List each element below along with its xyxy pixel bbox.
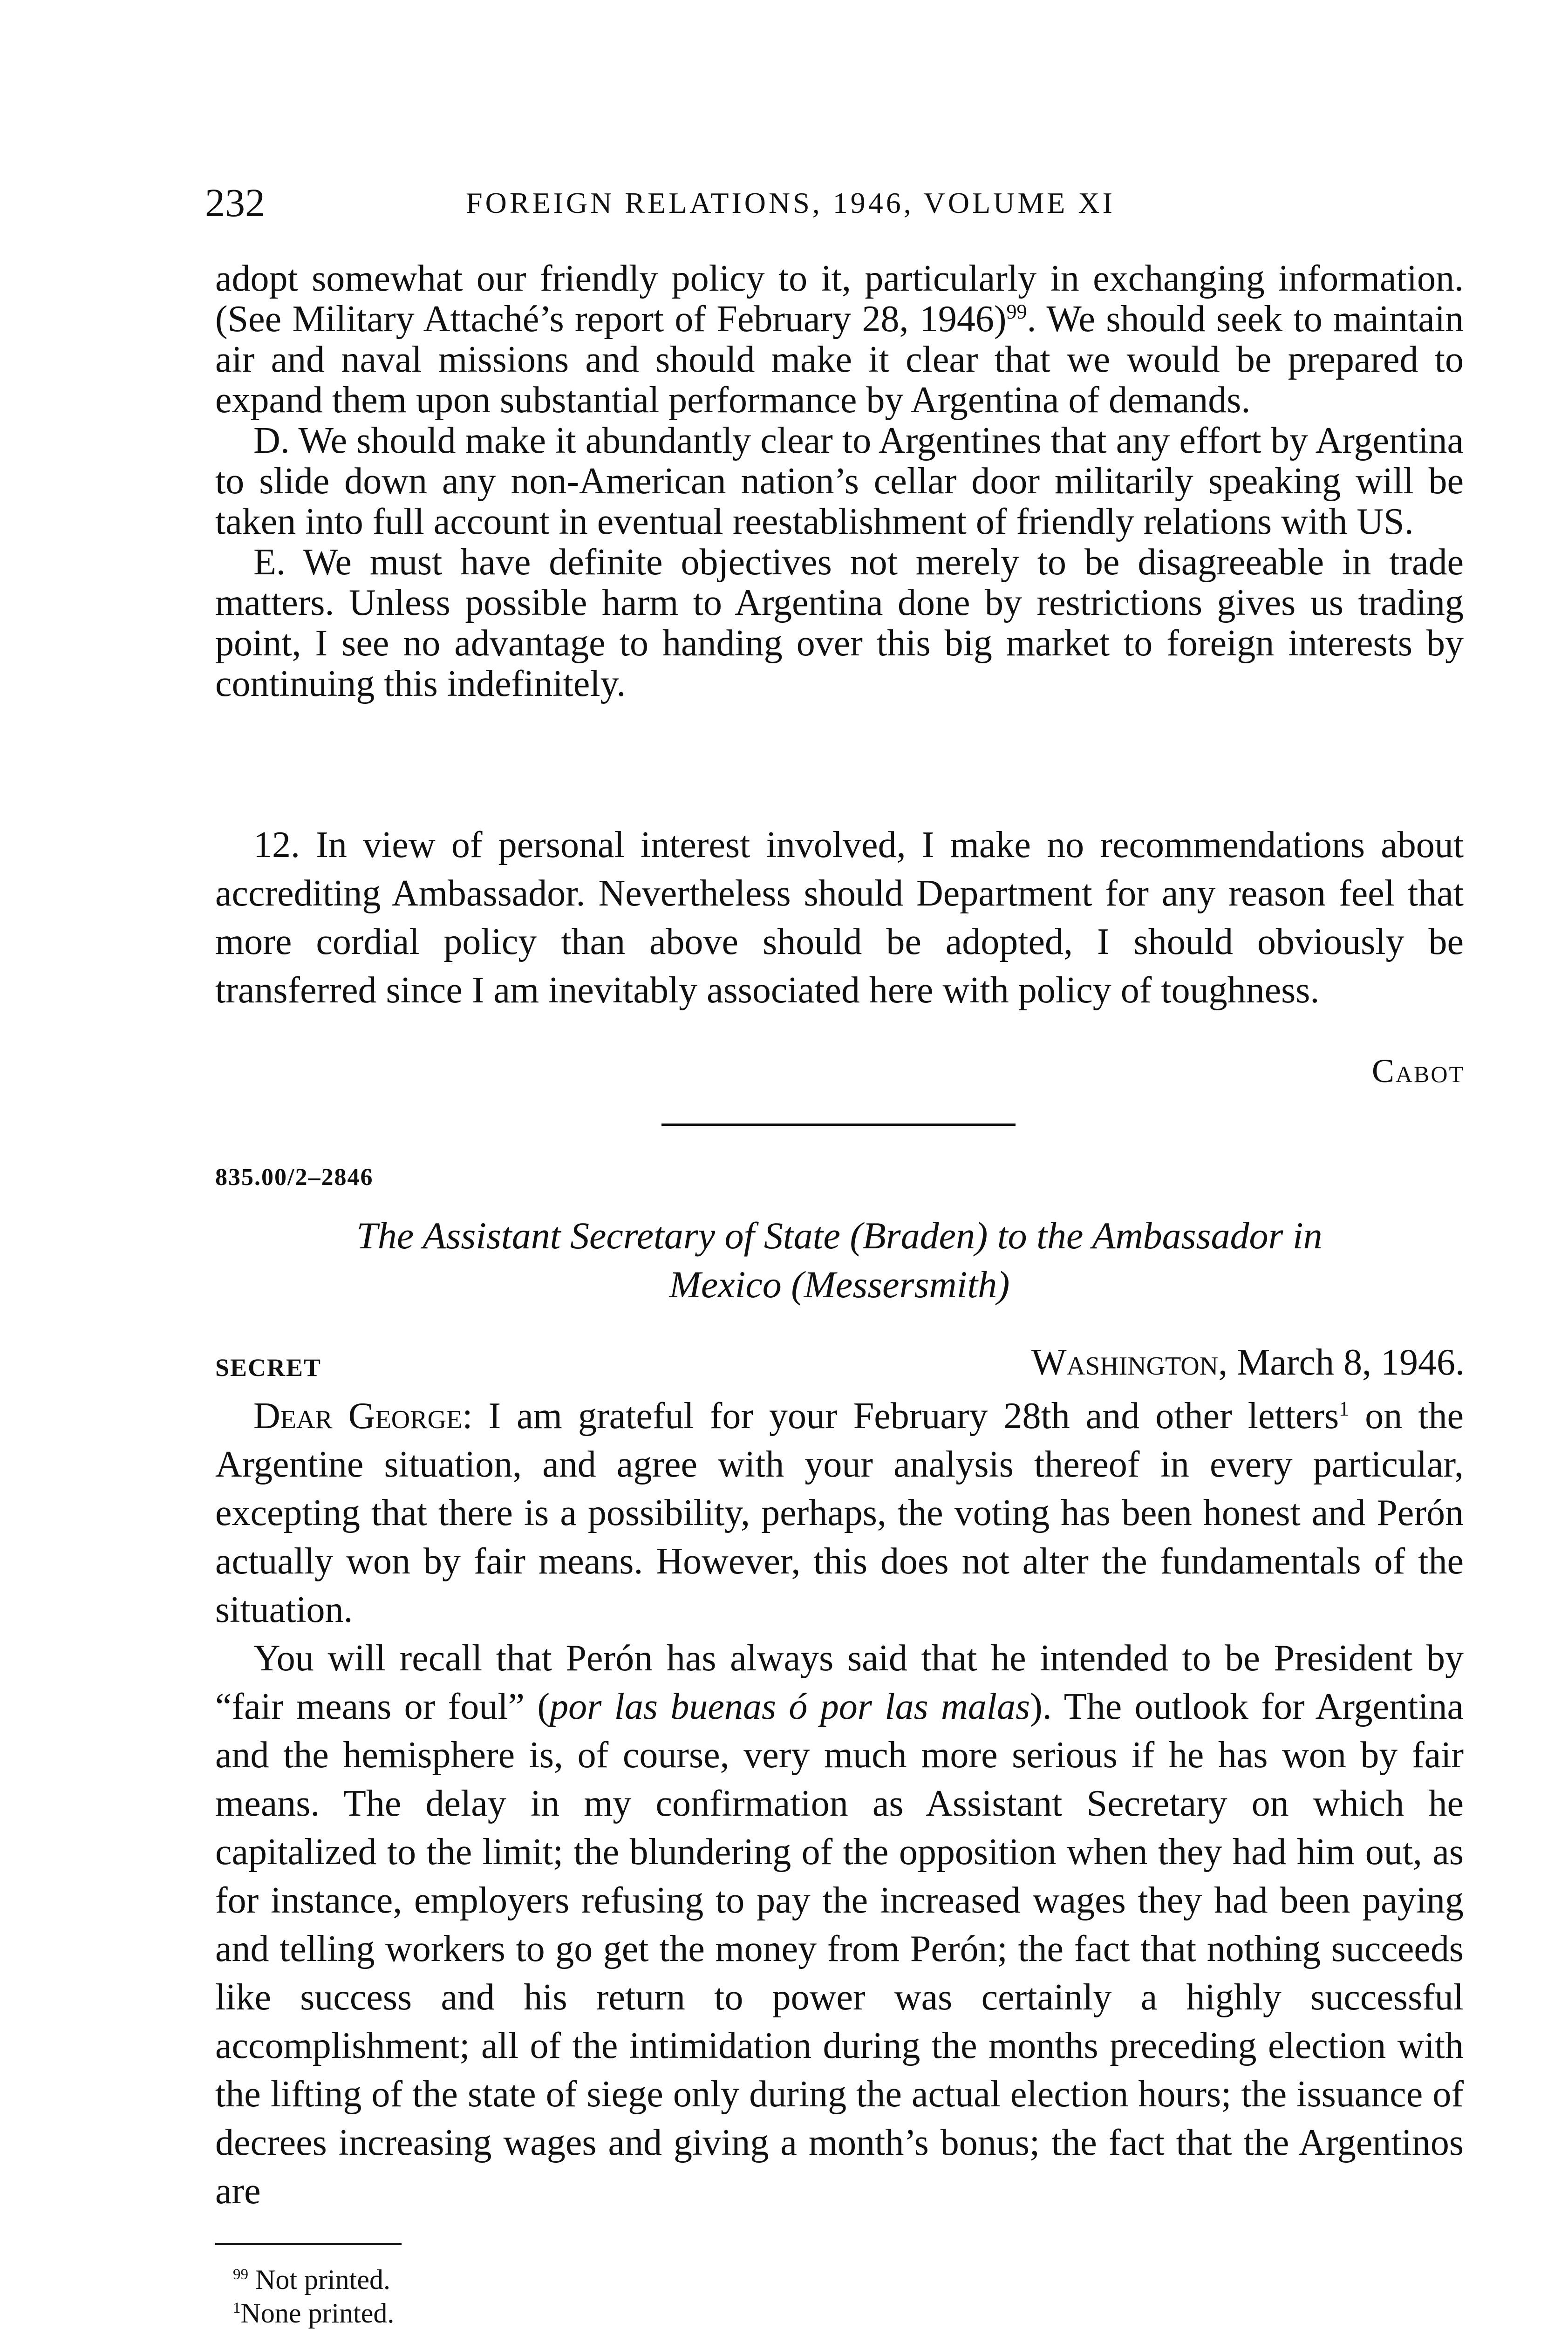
dateline-place: Washington bbox=[1031, 1342, 1219, 1383]
signature-cabot: Cabot bbox=[1371, 1052, 1465, 1090]
salutation: Dear George: bbox=[253, 1396, 473, 1437]
footnote-rule bbox=[215, 2243, 402, 2245]
page-number: 232 bbox=[205, 180, 265, 225]
continued-telegram-text bbox=[215, 259, 1464, 704]
footnote-ref-1: 1 bbox=[1339, 1397, 1350, 1420]
paragraph-e: E. We must have definite objectives not merely to be disagreeable in trade matters. Unless possible harm to Argentina done by restrictions gives us trading point, I see no advantage to handing over this big market to foreign interests by continuing this indefinitely. bbox=[215, 542, 1464, 704]
paragraph-c-continuation: adopt somewhat our friendly policy to it, particularly in exchanging information. (See Military Attaché’s report of February 28, 1946)$^{99}$. We should seek to maintain air and naval missions and should make it clear that we would be prepared to expand them upon substantial performance by Argentina of demands. bbox=[215, 258, 1464, 421]
heading-line-2: Mexico (Messersmith) bbox=[669, 1263, 1010, 1306]
footnotes bbox=[233, 2263, 394, 2329]
letter-body bbox=[215, 1392, 1464, 2215]
paragraph-12-block bbox=[215, 821, 1464, 1015]
spanish-phrase: por las buenas ó por las malas bbox=[550, 1686, 1030, 1727]
paragraph-12: 12. In view of personal interest involved, I make no recommendations about accrediting Ambassador. Nevertheless should Department for any reason feel that more cordial policy than above should be adopted, I should obviously be transferred since I am inevitably associated here with policy of toughness. bbox=[215, 824, 1464, 1011]
running-head bbox=[205, 179, 1463, 231]
document-heading bbox=[215, 1211, 1464, 1309]
footnote-99: $^{99}$ Not printed. bbox=[233, 2264, 390, 2295]
document-file-number: 835.00/2–2846 bbox=[215, 1164, 374, 1191]
letter-paragraph-2: You will recall that Perón has always said that he intended to be President by “fair means or foul” (por las buenas ó por las malas). The outlook for Argentina and the hemisphere is, of course, very much more serious if he has won by fair means. The delay in my confirmation as Assistant Secretary on which he capitalized to the limit; the blundering of the opposition when they had him out, as for instance, employers refusing to pay the increased wages they had been paying and telling workers to go get the money from Perón; the fact that nothing succeeds like success and his return to power was certainly a highly successful accomplishment; all of the intimidation during the months preceding election with the lifting of the state of siege only during the actual election hours; the issuance of decrees increasing wages and giving a month’s bonus; the fact that the Argentinos are bbox=[215, 1638, 1464, 2212]
section-divider bbox=[661, 1124, 1016, 1126]
paragraph-d: D. We should make it abundantly clear to Argentines that any effort by Argentina to slide down any non-American nation’s cellar door militarily speaking will be taken into full account in eventual reestablishment of friendly relations with US. bbox=[215, 420, 1464, 542]
footnote-1: $^1$None printed. bbox=[233, 2298, 395, 2329]
dateline bbox=[1031, 1342, 1465, 1384]
footnote-ref-99: 99 bbox=[1006, 300, 1027, 323]
running-title: FOREIGN RELATIONS, 1946, VOLUME XI bbox=[466, 186, 1115, 219]
heading-line-1: The Assistant Secretary of State (Braden) to the Ambassador in bbox=[356, 1214, 1323, 1257]
letter-paragraph-1: Dear George: I am grateful for your February 28th and other letters$^1$ on the Argentine situation, and agree with your analysis thereof in every particular, excepting that there is a possibility, perhaps, the voting has been honest and Perón actually won by fair means. However, this does not alter the fundamentals of the situation. bbox=[215, 1396, 1464, 1630]
classification-label: SECRET bbox=[215, 1354, 322, 1382]
dateline-date: , March 8, 1946. bbox=[1218, 1342, 1465, 1383]
